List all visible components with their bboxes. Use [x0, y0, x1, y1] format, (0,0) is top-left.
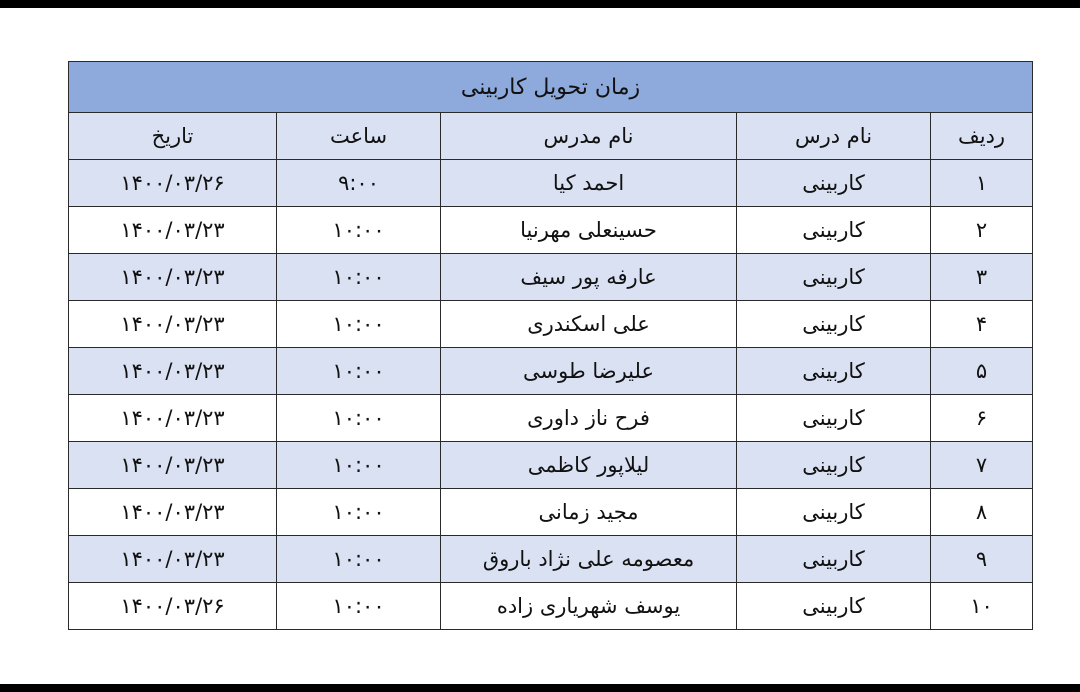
cell-row-number: ۸ [931, 489, 1033, 536]
table-title: زمان تحویل کاربینی [69, 62, 1033, 113]
cell-row-number: ۹ [931, 536, 1033, 583]
bottom-border-bar [0, 684, 1080, 692]
cell-date: ۱۴۰۰/۰۳/۲۳ [69, 254, 277, 301]
table-row [69, 348, 1033, 395]
cell-row-number: ۲ [931, 207, 1033, 254]
cell-teacher-name: علی اسکندری [441, 301, 737, 348]
delivery-schedule-table [68, 61, 1033, 630]
table-row [69, 583, 1033, 630]
cell-teacher-name: احمد کیا [441, 160, 737, 207]
table-title-row [69, 62, 1033, 113]
cell-course-name: کاربینی [737, 160, 931, 207]
header-row-number: ردیف [931, 113, 1033, 160]
cell-teacher-name: معصومه علی نژاد باروق [441, 536, 737, 583]
top-border-bar [0, 0, 1080, 8]
cell-date: ۱۴۰۰/۰۳/۲۳ [69, 207, 277, 254]
cell-date: ۱۴۰۰/۰۳/۲۳ [69, 536, 277, 583]
cell-time: ۱۰:۰۰ [277, 442, 441, 489]
cell-teacher-name: علیرضا طوسی [441, 348, 737, 395]
header-time: ساعت [277, 113, 441, 160]
cell-time: ۱۰:۰۰ [277, 489, 441, 536]
cell-teacher-name: فرح ناز داوری [441, 395, 737, 442]
cell-date: ۱۴۰۰/۰۳/۲۳ [69, 489, 277, 536]
cell-time: ۱۰:۰۰ [277, 348, 441, 395]
cell-course-name: کاربینی [737, 348, 931, 395]
cell-course-name: کاربینی [737, 254, 931, 301]
cell-time: ۱۰:۰۰ [277, 207, 441, 254]
cell-teacher-name: حسینعلی مهرنیا [441, 207, 737, 254]
table-row [69, 207, 1033, 254]
cell-course-name: کاربینی [737, 207, 931, 254]
cell-row-number: ۱۰ [931, 583, 1033, 630]
header-teacher-name: نام مدرس [441, 113, 737, 160]
cell-date: ۱۴۰۰/۰۳/۲۶ [69, 583, 277, 630]
cell-date: ۱۴۰۰/۰۳/۲۳ [69, 395, 277, 442]
cell-date: ۱۴۰۰/۰۳/۲۳ [69, 442, 277, 489]
cell-teacher-name: مجید زمانی [441, 489, 737, 536]
cell-course-name: کاربینی [737, 536, 931, 583]
cell-time: ۱۰:۰۰ [277, 254, 441, 301]
cell-course-name: کاربینی [737, 301, 931, 348]
table-header-row [69, 113, 1033, 160]
cell-time: ۱۰:۰۰ [277, 583, 441, 630]
cell-course-name: کاربینی [737, 583, 931, 630]
cell-row-number: ۶ [931, 395, 1033, 442]
cell-row-number: ۴ [931, 301, 1033, 348]
cell-date: ۱۴۰۰/۰۳/۲۳ [69, 301, 277, 348]
cell-time: ۹:۰۰ [277, 160, 441, 207]
table-row [69, 489, 1033, 536]
cell-row-number: ۱ [931, 160, 1033, 207]
table-row [69, 160, 1033, 207]
cell-row-number: ۳ [931, 254, 1033, 301]
table-row [69, 301, 1033, 348]
cell-teacher-name: عارفه پور سیف [441, 254, 737, 301]
schedule-table-container [68, 61, 1032, 630]
cell-teacher-name: یوسف شهریاری زاده [441, 583, 737, 630]
table-row [69, 395, 1033, 442]
cell-course-name: کاربینی [737, 395, 931, 442]
table-row [69, 254, 1033, 301]
header-course-name: نام درس [737, 113, 931, 160]
table-row [69, 536, 1033, 583]
cell-date: ۱۴۰۰/۰۳/۲۶ [69, 160, 277, 207]
cell-date: ۱۴۰۰/۰۳/۲۳ [69, 348, 277, 395]
cell-course-name: کاربینی [737, 442, 931, 489]
cell-row-number: ۵ [931, 348, 1033, 395]
table-row [69, 442, 1033, 489]
cell-course-name: کاربینی [737, 489, 931, 536]
cell-row-number: ۷ [931, 442, 1033, 489]
cell-time: ۱۰:۰۰ [277, 536, 441, 583]
cell-time: ۱۰:۰۰ [277, 301, 441, 348]
cell-time: ۱۰:۰۰ [277, 395, 441, 442]
header-date: تاریخ [69, 113, 277, 160]
cell-teacher-name: لیلاپور کاظمی [441, 442, 737, 489]
